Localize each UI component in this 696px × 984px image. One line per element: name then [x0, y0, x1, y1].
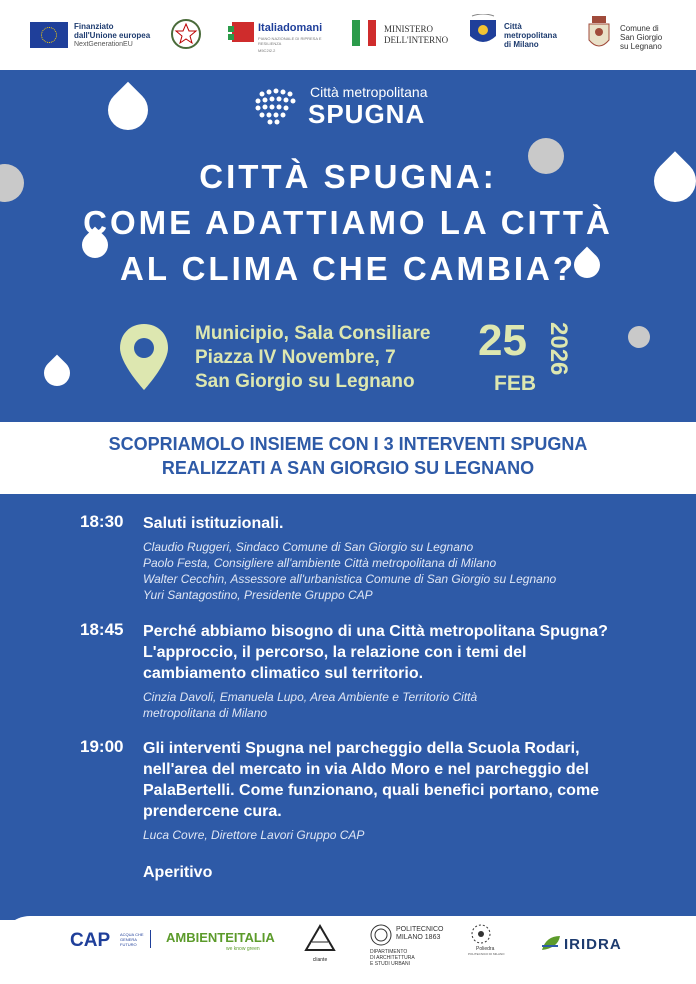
ambiente-italia-logo: [166, 930, 275, 952]
agenda-title: Gli interventi Spugna nel parcheggio della Scuola Rodari, nell'area del mercato in via Aldo Moro e nel parcheggio del PalaBertelli. Come funzionano, quali benefici portano, come prendercene cura.: [143, 740, 600, 820]
date-day: 25: [478, 316, 527, 365]
comune-line2: San Giorgio: [620, 33, 663, 42]
agenda-title: Perché abbiamo bisogno di una Città metropolitana Spugna? L'approccio, il percorso, la relazione con i temi del cambiamento climatico sul territorio.: [143, 623, 608, 682]
cm-line3: di Milano: [504, 40, 539, 49]
band-text: [0, 432, 696, 480]
polimi-line1: POLITECNICO: [396, 926, 444, 933]
cliante-logo: [304, 924, 336, 963]
polimi-line2: MILANO 1863: [396, 934, 441, 941]
agenda-item: [143, 738, 643, 843]
venue-line3: San Giorgio su Legnano: [195, 371, 415, 392]
footer-divider: [150, 930, 151, 948]
eu-line3: NextGenerationEU: [74, 41, 133, 48]
polimi-seal-icon: [370, 924, 392, 946]
brand-line1: Città metropolitana: [310, 84, 428, 100]
date-year: 2026: [545, 322, 572, 376]
venue-block: [195, 322, 430, 394]
italian-emblem-icon: [170, 16, 202, 57]
poliedra-sub: POLITECNICO DI MILANO: [468, 952, 505, 956]
italiadomani-code: M5C2I2.2: [258, 48, 276, 53]
speaker: Yuri Santagostino, Presidente Gruppo CAP: [143, 588, 373, 602]
poliedra-text: Poliedra: [476, 946, 495, 952]
speaker: Luca Covre, Direttore Lavori Gruppo CAP: [143, 828, 365, 842]
band-line2: REALIZZATI A SAN GIORGIO SU LEGNANO: [161, 458, 535, 478]
cm-line2: metropolitana: [504, 31, 557, 40]
cm-line1: Città: [504, 22, 522, 31]
ambiente-text: AMBIENTEITALIA: [166, 930, 275, 945]
agenda-time: 18:45: [80, 620, 124, 639]
speaker: Paolo Festa, Consigliere all'ambiente Città metropolitana di Milano: [143, 556, 497, 570]
venue-line2: Piazza IV Novembre, 7: [195, 347, 396, 368]
title-line2: COME ADATTIAMO LA CITTÀ: [83, 204, 613, 241]
ambiente-tagline: we know green: [226, 946, 260, 952]
speaker: Claudio Ruggeri, Sindaco Comune di San Giorgio su Legnano: [143, 540, 474, 554]
polimi-dept3: E STUDI URBANI: [370, 961, 411, 967]
title-line3: AL CLIMA CHE CAMBIA?: [120, 250, 576, 287]
cliante-text: cliante: [312, 957, 328, 963]
italiadomani-text: Italiadomani: [258, 22, 323, 34]
aperitivo: Aperitivo: [143, 864, 213, 881]
location-pin-icon: [118, 322, 170, 392]
agenda-item: [143, 513, 663, 603]
ministero-line2: DELL'INTERNO: [384, 35, 449, 45]
venue-line1: Municipio, Sala Consiliare: [195, 323, 431, 344]
poliedra-icon: [468, 922, 494, 946]
grey-dot-icon: [628, 326, 650, 348]
cap-logo: [70, 930, 144, 952]
eu-line1: Finanziato: [74, 22, 114, 31]
iridra-text: IRIDRA: [564, 936, 622, 953]
speaker: Walter Cecchin, Assessore all'urbanistica Comune di San Giorgio su Legnano: [143, 572, 557, 586]
spugna-dots-icon: [252, 84, 306, 126]
eu-flag-icon: [30, 22, 68, 48]
italian-flag-icon: [352, 20, 378, 46]
comune-line3: su Legnano: [620, 42, 662, 51]
citta-spugna-logo: [252, 84, 452, 132]
iridra-leaf-icon: [540, 934, 562, 952]
speaker: Cinzia Davoli, Emanuela Lupo, Area Ambiente e Territorio Città metropolitana di Milano: [143, 690, 478, 720]
ministero-line1: MINISTERO: [384, 24, 433, 34]
polimi-dept1: DIPARTIMENTO: [370, 949, 408, 955]
comune-line1: Comune di: [620, 24, 659, 33]
agenda-speakers: [143, 539, 663, 603]
date-month: FEB: [494, 372, 536, 395]
agenda-item: [143, 621, 663, 721]
band-line1: SCOPRIAMOLO INSIEME CON I 3 INTERVENTI SPUGNA: [108, 434, 588, 454]
agenda-time: 18:30: [80, 512, 124, 531]
polimi-dept2: DI ARCHITETTURA: [370, 955, 415, 961]
comune-crest-icon: [586, 14, 612, 54]
sponsor-header: [0, 0, 696, 70]
cap-tagline: ACQUA CHE GENERA FUTURO: [120, 932, 144, 947]
cap-text: CAP: [70, 930, 111, 951]
italiadomani-sub: PIANO NAZIONALE DI RIPRESA E RESILIENZA: [258, 36, 322, 46]
title-line1: CITTÀ SPUGNA:: [199, 158, 497, 195]
agenda-title: Saluti istituzionali.: [143, 515, 284, 532]
agenda-time: 19:00: [80, 737, 124, 756]
eu-line2: dall'Unione europea: [74, 31, 151, 40]
cliante-triangle-icon: [304, 924, 336, 952]
italiadomani-icon: [228, 20, 256, 44]
brand-line2: SPUGNA: [308, 99, 426, 129]
cm-milano-crest-icon: [468, 14, 498, 50]
